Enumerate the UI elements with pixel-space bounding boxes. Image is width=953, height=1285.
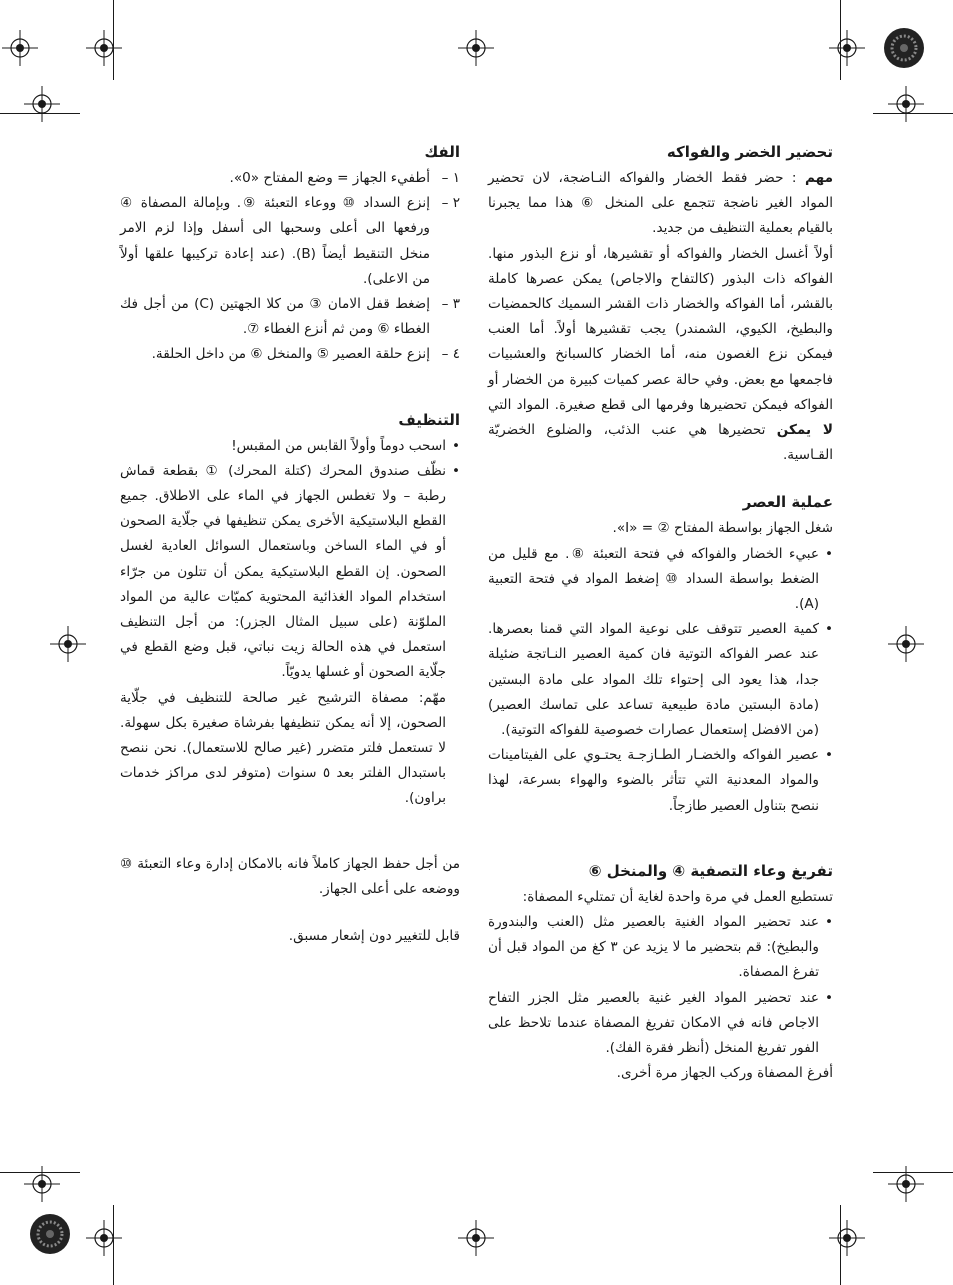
list-item: • عبيء الخضار والفواكه في فتحة التعبئة ⑧. مع قليل من الضغط بواسطة السداد ⑩ إضغط المواد في فتحة التعبية (A). xyxy=(488,542,819,618)
storage-text: من أجل حفظ الجهاز كاملاً فانه بالامكان إدارة وعاء التعبئة ⑩ ووضعه على أعلى الجهاز. xyxy=(120,855,460,897)
emptying-title: تفريغ وعاء التصفية ④ والمنخل ⑥ xyxy=(588,861,833,880)
step-number: ٤ – xyxy=(441,346,460,363)
disclaimer-text: قابل للتغيير دون إشعار مسبق. xyxy=(288,928,460,945)
emptying-outro: أفرغ المصفاة وركب الجهاز مرة أخرى. xyxy=(616,1065,833,1082)
step-text: أطفيء الجهاز = وضع المفتاح «0». xyxy=(229,170,430,186)
color-rosette-icon xyxy=(882,26,926,70)
juicing-list xyxy=(488,542,833,819)
juicing-title: عملية العصر xyxy=(742,493,833,512)
registration-mark-icon xyxy=(2,30,38,66)
trim-line xyxy=(113,0,114,80)
list-item: • نظّف صندوق المحرك (كتلة المحرك) ① بقطعة قماش رطبة – ولا تغطس الجهاز في الماء على الاطلاق. جميع القطع البلاستيكية الأخرى يمكن تنظيفها في جلّاية الصحون أو في الماء الساخن وباستعمال السوائل العادية لغسل الصحون. إن القطع البلاستيكية يمكن أن تتلون من جرّاء استخدام المواد الغذائية المحتوية كميّات عالية من المواد الملوّنة (على سبيل المثال الجزر): من أجل التنظيف استعمل في هذه الحالة زيت نباتي، قبل وضع القطع في جلّاية الصحون أو غسلها يدويّاً. xyxy=(120,459,446,686)
left-column xyxy=(120,140,460,949)
registration-mark-icon xyxy=(24,86,60,122)
registration-mark-icon xyxy=(86,30,122,66)
step-number: ٢ – xyxy=(441,195,460,212)
list-item: • عند تحضير المواد الغنية بالعصير مثل (العنب والبندورة والبطيخ): قم بتحضير ما لا يزيد عن ٣ كغ من المواد قبل أن تفرغ المصفاة. xyxy=(488,910,819,986)
registration-mark-icon xyxy=(50,626,86,662)
juicing-intro: شغل الجهاز بواسطة المفتاح ② = «I». xyxy=(612,520,833,537)
step-item xyxy=(120,191,460,292)
list-item: • كمية العصير تتوقف على نوعية المواد التي قمنا بعصرها. عند عصر الفواكه التوتية فان كمية العصير النـاتجة ضئيلة جدا، هذا يعود الى إحتواء تلك المواد على مادة البستين (مادة البستين مادة طبيعية تساعد على تماسك العصير) (من الافضل إستعمال عصارات خصوصية للفواكه التوتية). xyxy=(488,617,819,743)
prep-body xyxy=(488,242,833,469)
important-label: مهم xyxy=(804,170,833,186)
prep-important xyxy=(488,166,833,242)
emptying-intro: تستطيع العمل في مرة واحدة لغاية أن تمتليء المصفاة: xyxy=(522,888,833,905)
trim-line xyxy=(873,1172,953,1173)
cannot-label: لا يمكن xyxy=(776,422,833,439)
step-item xyxy=(120,292,460,342)
cleaning-section xyxy=(120,408,460,812)
trim-line xyxy=(840,1205,841,1285)
step-text: إضغط قفل الامان ③ من كلا الجهتين (C) من أجل فك الغطاء ⑥ ومن ثم أنزع الغطاء ⑦. xyxy=(120,296,430,338)
color-rosette-icon xyxy=(28,1212,72,1256)
step-number: ٣ – xyxy=(441,296,460,313)
trim-line xyxy=(0,113,80,114)
trim-line xyxy=(0,1172,80,1173)
emptying-section xyxy=(488,859,833,1087)
juicing-section xyxy=(488,490,833,818)
prep-body-text: أولاً أغسل الخضار والفواكه أو تقشيرها، أو نزع البذور منها. الفواكه ذات البذور (كالتفاح والاجاص) يمكن عصرها كاملة بالقشر، أما الفواكه والخضار ذات القشر السميك كالحمضيات والبطيخ، الكيوي، الشمندر) يجب تقشيرها أولاً. أما العنب فيمكن نزع الغصون منه، أما الخضار كالسبانخ والعشبيات فاجمعها مع بعض. وفي حالة عصر كميات كبيرة من الخضار أو الفواكه فيمكن تحضيرها وفرمها الى قطع صغيرة. المواد التي xyxy=(488,245,833,413)
cleaning-list xyxy=(120,434,460,686)
registration-mark-icon xyxy=(458,30,494,66)
disassembly-title: الفك xyxy=(424,143,460,161)
registration-mark-icon xyxy=(888,86,924,122)
disassembly-steps xyxy=(120,166,460,368)
registration-mark-icon xyxy=(829,1220,865,1256)
list-item: • اسحب دوماً وأولاً القابس من المقبس! xyxy=(120,434,446,459)
prep-section xyxy=(488,140,833,468)
cleaning-title: التنظيف xyxy=(398,410,460,429)
prep-title: تحضير الخضر والفواكه xyxy=(666,143,833,161)
disassembly-section xyxy=(120,140,460,368)
step-number: ١ – xyxy=(441,170,460,186)
trim-line xyxy=(113,1205,114,1285)
step-item xyxy=(120,342,460,367)
right-column xyxy=(488,140,833,1087)
step-item xyxy=(120,166,460,191)
cleaning-note: مهّم: مصفاة الترشيح غير صالحة للتنظيف في جلّاية الصحون، إلا أنه يمكن تنظيفها بفرشاة صغيرة بكل سهولة. لا تستعمل فلتر متضرر (غير صالح للاستعمال). نحن ننصح باستبدال الفلتر بعد ٥ سنوات (متوفر لدى مراكز خدمات براون). xyxy=(120,689,446,807)
step-text: إنزع السداد ⑩ ووعاء التعبئة ⑨. وبإمالة المصفاة ④ ورفعها الى أعلى وسحبها الى أسفل وإذا لزم الامر منخل التنقيط أيضاً (B). (عند إعادة تركيبها علقها أولاً من الاعلى). xyxy=(120,195,430,287)
registration-mark-icon xyxy=(829,30,865,66)
important-text: : حضر فقط الخضار والفواكه النـاضجة، لان تحضير المواد الغير ناضجة تتجمع على المنخل ⑥ هذا مما يجبرنا بالقيام بعملية التنظيف من جديد. xyxy=(488,170,833,237)
registration-mark-icon xyxy=(458,1220,494,1256)
emptying-list xyxy=(488,910,833,1061)
trim-line xyxy=(873,113,953,114)
trim-line xyxy=(840,0,841,80)
registration-mark-icon xyxy=(86,1220,122,1256)
registration-mark-icon xyxy=(888,626,924,662)
step-text: إنزع حلقة العصير ⑤ والمنخل ⑥ من داخل الحلقة. xyxy=(151,346,430,363)
list-item: • عصير الفواكه والخضـار الطـازجـة يحتـوي على الفيتامينات والمواد المعدنية التي تتأثر بالضوء والهواء بسرعة، لهذا ننصح بتناول العصير طازجاً. xyxy=(488,743,819,819)
prep-body-end: تحضيرها هي عنب الذئب، والضلوع الخضريّة القـاسية. xyxy=(488,422,833,464)
list-item: • عند تحضير المواد الغير غنية بالعصير مثل الجزر التفاح الاجاص فانه في الامكان تفريغ المصفاة عندما تلاحظ على الفور تفريغ المنخل (أنظر فقرة الفك). xyxy=(488,986,819,1062)
